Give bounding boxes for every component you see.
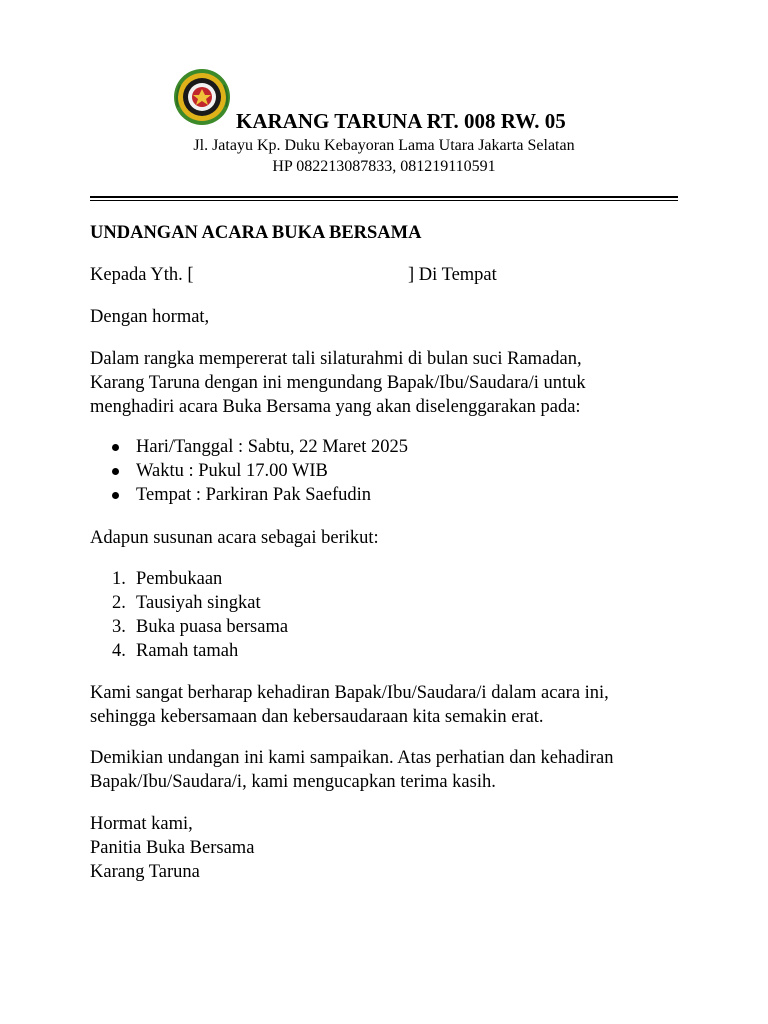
agenda-text: Pembukaan xyxy=(136,569,223,589)
list-item xyxy=(90,615,288,639)
agenda-number: 3. xyxy=(112,617,126,637)
hope-line: Kami sangat berharap kehadiran Bapak/Ibu/Saudara/i dalam acara ini, xyxy=(90,683,609,703)
list-item xyxy=(90,483,408,507)
signature-line: Panitia Buka Bersama xyxy=(90,838,255,858)
letter-title: UNDANGAN ACARA BUKA BERSAMA xyxy=(90,223,422,243)
event-details-list xyxy=(90,435,408,507)
intro-line: menghadiri acara Buka Bersama yang akan diselenggarakan pada: xyxy=(90,397,581,417)
org-name: KARANG TARUNA RT. 008 RW. 05 xyxy=(236,109,566,133)
agenda-intro: Adapun susunan acara sebagai berikut: xyxy=(90,528,379,548)
intro-line: Karang Taruna dengan ini mengundang Bapak/Ibu/Saudara/i untuk xyxy=(90,373,586,393)
agenda-number: 2. xyxy=(112,593,126,613)
greeting: Dengan hormat, xyxy=(90,307,210,327)
signature-line: Hormat kami, xyxy=(90,814,193,834)
header-divider-thin xyxy=(90,200,678,201)
agenda-list xyxy=(90,567,288,663)
intro-line: Dalam rangka mempererat tali silaturahmi di bulan suci Ramadan, xyxy=(90,349,582,369)
list-item xyxy=(90,591,288,615)
hope-line: sehingga kebersamaan dan kebersaudaraan kita semakin erat. xyxy=(90,707,544,727)
org-phone: HP 082213087833, 081219110591 xyxy=(272,158,496,175)
agenda-text: Tausiyah singkat xyxy=(136,593,261,613)
org-address: Jl. Jatayu Kp. Duku Kebayoran Lama Utara Jakarta Selatan xyxy=(193,137,575,154)
list-item xyxy=(90,459,408,483)
list-item xyxy=(90,639,288,663)
bullet-icon xyxy=(112,444,119,451)
header-divider-thick xyxy=(90,196,678,198)
recipient-start: Kepada Yth. [ xyxy=(90,265,194,285)
event-time: Waktu : Pukul 17.00 WIB xyxy=(136,461,328,481)
agenda-number: 4. xyxy=(112,641,126,661)
bullet-icon xyxy=(112,468,119,475)
agenda-number: 1. xyxy=(112,569,126,589)
signature-line: Karang Taruna xyxy=(90,862,200,882)
event-date: Hari/Tanggal : Sabtu, 22 Maret 2025 xyxy=(136,437,409,457)
agenda-text: Ramah tamah xyxy=(136,641,239,661)
karang-taruna-emblem-icon xyxy=(172,67,232,127)
closing-line: Demikian undangan ini kami sampaikan. Atas perhatian dan kehadiran xyxy=(90,748,614,768)
bullet-icon xyxy=(112,492,119,499)
closing-line: Bapak/Ibu/Saudara/i, kami mengucapkan terima kasih. xyxy=(90,772,496,792)
list-item xyxy=(90,567,288,591)
agenda-text: Buka puasa bersama xyxy=(136,617,289,637)
event-place: Tempat : Parkiran Pak Saefudin xyxy=(136,485,372,505)
recipient-end: ] Di Tempat xyxy=(408,265,497,285)
list-item xyxy=(90,435,408,459)
recipient-line xyxy=(90,263,690,287)
